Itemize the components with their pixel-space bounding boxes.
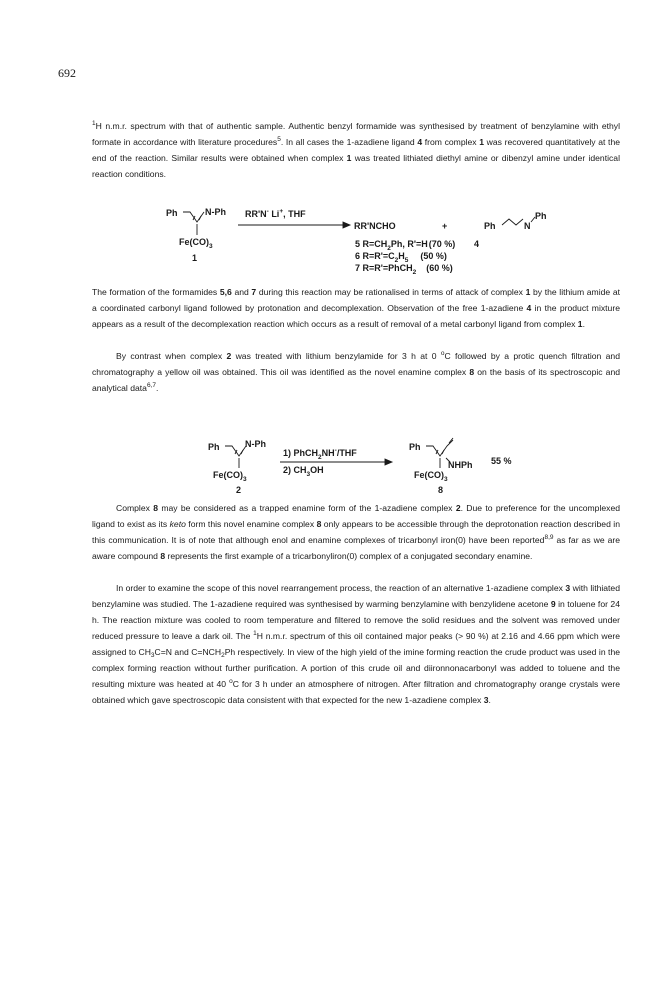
scheme1-ph-right: Ph: [484, 221, 496, 231]
superscript-1: 1: [92, 120, 96, 127]
scheme2-enamine-chain: [426, 440, 453, 456]
compound-ref: 1: [346, 153, 352, 163]
paragraph-5: In order to examine the scope of this novel rearrangement process, the reaction of an alternative 1-azadiene complex 3 with lithiated benzylamine was studied. The 1-azadiene required was synthesised by warming benzylamine with benzylidene acetone 9 in toluene for 24 h. The reaction mixture was cooled to room temperature and filtered to remove the solid residues and the solvent was removed under reduced pressure to leave a dark oil. The $^1$H n.m.r. spectrum of this oil contained major peaks (> 90 %) at 2.16 and 4.66 ppm which were assigned to $CH_3C=N$ and $C=NCH_2Ph$ respectively. In view of the high yield of the imine forming reaction the crude product was used in the complex forming reaction without further purification. A portion of this crude oil and diironnonacarbonyl was added to toluene and the resulting mixture was heated at 40 $^o$C for 3 h under an atmosphere of nitrogen. After filtration and chromatography orange crystals were obtained which gave spectroscopic data consistent with that expected for the new 1-azadiene complex 3.: [92, 583, 621, 705]
scheme2-label-8: 8: [438, 485, 444, 495]
degree-sign: o: [229, 678, 233, 685]
compound-ref: 3: [565, 583, 571, 593]
scheme2-diene-chain: [225, 446, 246, 456]
scheme1-plus: +: [442, 221, 448, 231]
paragraph-2: The formation of the formamides 5,6 and 7 during this reaction may be rationalised in terms of attack of complex 1 by the lithium amide at a coordinated carbonyl ligand followed by protonation and decomplexation. Observation of the free 1-azadiene 4 in the product mixture appears as a result of the decomplexation reaction which occurs as a result of removal of a metal carbonyl ligand from complex 1.: [92, 287, 620, 329]
scheme2-nhph: NHPh: [448, 460, 473, 470]
italic-keto: keto: [169, 519, 186, 529]
scheme2-ph: Ph: [208, 442, 220, 452]
paragraph-3: By contrast when complex 2 was treated with lithium benzylamide for 3 h at 0 $^o$C followed by a protic quench filtration and chromatography a yellow oil was obtained. This oil was identified as the novel enamine complex 8 on the basis of its spectroscopic and analytical data$^{6,7}$.: [92, 350, 621, 393]
compound-ref: 1: [479, 137, 485, 147]
compound-ref: 8: [469, 367, 475, 377]
scheme1-free-ligand: [502, 219, 523, 225]
scheme2-step-1: 1) PhCH$_2$NH-/THF: [283, 447, 357, 461]
compound-ref: 5,6: [219, 287, 232, 297]
scheme1-row-7: 7 R=R'=PhCH$_2$ (60 %): [355, 263, 453, 276]
scheme2-ph-product: Ph: [409, 442, 421, 452]
compound-ref: 4: [526, 303, 532, 313]
degree-sign: o: [440, 350, 445, 357]
compound-ref: 8: [316, 519, 322, 529]
compound-ref: 9: [550, 599, 556, 609]
scheme1-label-1: 1: [192, 253, 198, 263]
compound-ref: 8: [160, 551, 166, 561]
compound-ref: 7: [251, 287, 257, 297]
scheme2-label-2: 2: [236, 485, 242, 495]
scheme2-fe-product: $Fe(CO)_3$: [414, 470, 448, 483]
compound-ref: 3: [483, 695, 489, 705]
ref-8-9: 8,9: [544, 534, 554, 541]
page-number: 692: [58, 66, 76, 80]
subscript-3: 3: [150, 652, 155, 659]
scheme1-label-4: 4: [474, 239, 480, 249]
scheme1-n: N: [524, 221, 531, 231]
scheme1-row-6: 6 $R=R'=C_2H_5$ (50 %): [355, 251, 447, 264]
compound-ref: 2: [455, 503, 461, 513]
scheme1-row-5: 5 $R=CH_2Ph$, R'=H(70 %): [355, 239, 456, 252]
scheme1-reagent: RR'N- Li+, THF: [245, 208, 306, 219]
ref-5: 5: [277, 136, 281, 143]
compound-ref: 1: [577, 319, 583, 329]
scheme1-product: RR'NCHO: [354, 221, 396, 231]
compound-ref: 1: [525, 287, 531, 297]
compound-ref: 4: [417, 137, 423, 147]
superscript-1: 1: [253, 630, 257, 637]
scheme1-diene-chain: [183, 212, 204, 222]
compound-ref: 2: [226, 351, 232, 361]
scheme2-yield: 55 %: [491, 456, 512, 466]
scheme1-fe: $Fe(CO)_3$: [179, 237, 213, 250]
scheme1-ph: Ph: [166, 208, 178, 218]
scheme1-nph: N-Ph: [205, 207, 226, 217]
ref-6-7: 6,7: [146, 382, 156, 389]
scheme1-ph-right2: Ph: [535, 211, 547, 221]
scheme2-fe: $Fe(CO)_3$: [213, 470, 247, 483]
subscript-2: 2: [221, 652, 225, 659]
paragraph-1: $^1$H n.m.r. spectrum with that of authentic sample. Authentic benzyl formamide was synthesised by treatment of benzylamine with ethyl formate in accordance with literature procedures$^5$. In all cases the 1-azadiene ligand 4 from complex 1 was recovered quantitatively at the end of the reaction. Similar results were obtained when complex 1 was treated lithiated diethyl amine or dibenzyl amine under identical reaction conditions.: [92, 120, 620, 179]
compound-ref: 8: [153, 503, 159, 513]
scheme2-step-2: 2) $CH_3OH$: [283, 465, 324, 478]
scheme2-nph: N-Ph: [245, 439, 266, 449]
paragraph-4: Complex 8 may be considered as a trapped enamine form of the 1-azadiene complex 2. Due to preference for the uncomplexed ligand to exist as its keto form this novel enamine complex 8 only appears to be accessible through the deprotonation reaction described in this communication. It is of note that although enol and enamine complexes of tricarbonyl iron(0) have been reported$^{8,9}$ as far as we are aware compound 8 represents the first example of a tricarbonyliron(0) complex of a conjugated secondary enamine.: [92, 503, 621, 561]
